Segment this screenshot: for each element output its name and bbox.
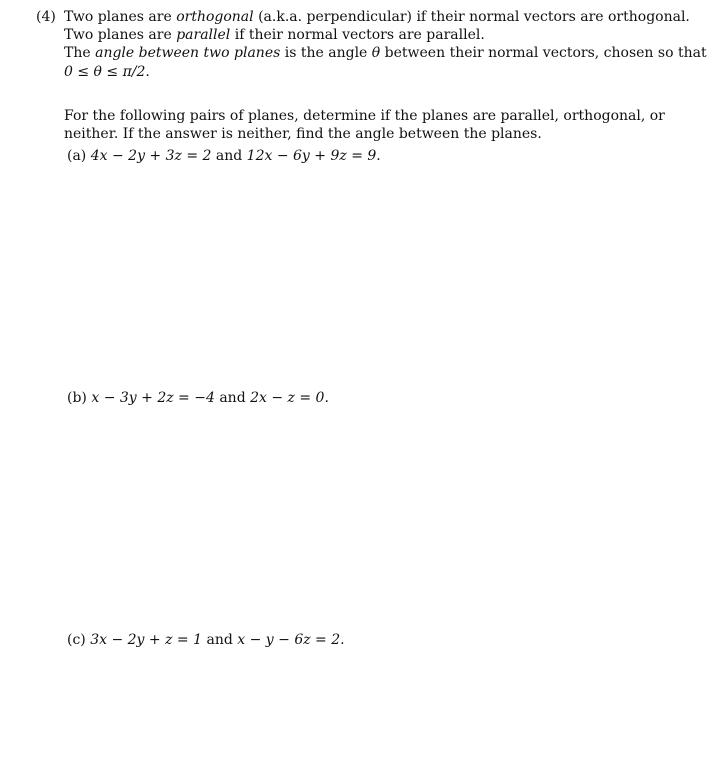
part-c-equation-1: 3x − 2y + z = 1 bbox=[90, 632, 203, 648]
part-c-equation-2: x − y − 6z = 2. bbox=[237, 632, 345, 648]
theta-symbol: θ bbox=[371, 45, 381, 61]
term-parallel: parallel bbox=[176, 27, 231, 43]
part-a-equation-1: 4x − 2y + 3z = 2 bbox=[90, 148, 212, 164]
part-c bbox=[67, 631, 345, 649]
term-orthogonal: orthogonal bbox=[176, 9, 254, 25]
part-b-label: (b) bbox=[67, 390, 87, 406]
part-c-label: (c) bbox=[67, 632, 86, 648]
problem-number: (4) bbox=[36, 9, 56, 25]
part-b-equation-2: 2x − z = 0. bbox=[250, 390, 329, 406]
def-parallel-pre: Two planes are bbox=[64, 27, 177, 43]
part-b-conjunction: and bbox=[219, 390, 246, 406]
part-a-label: (a) bbox=[67, 148, 87, 164]
definition-parallel bbox=[64, 26, 485, 44]
angle-range: 0 ≤ θ ≤ π/2. bbox=[64, 64, 150, 80]
instructions-line-1: For the following pairs of planes, determine if the planes are parallel, orthogonal, or bbox=[64, 108, 665, 124]
definition-orthogonal bbox=[64, 8, 690, 26]
part-c-conjunction: and bbox=[206, 632, 233, 648]
part-b-equation-1: x − 3y + 2z = −4 bbox=[91, 390, 215, 406]
def-orthogonal-pre: Two planes are bbox=[64, 9, 177, 25]
def-angle-mid: is the angle bbox=[280, 45, 372, 61]
part-a bbox=[67, 147, 381, 165]
instructions-line-2: neither. If the answer is neither, find the angle between the planes. bbox=[64, 126, 542, 142]
def-parallel-post: if their normal vectors are parallel. bbox=[230, 27, 485, 43]
term-angle-between-planes: angle between two planes bbox=[95, 45, 281, 61]
part-b bbox=[67, 389, 329, 407]
def-orthogonal-post: (a.k.a. perpendicular) if their normal vectors are orthogonal. bbox=[253, 9, 690, 25]
def-angle-post: between their normal vectors, chosen so that bbox=[380, 45, 707, 61]
def-angle-pre: The bbox=[64, 45, 96, 61]
part-a-equation-2: 12x − 6y + 9z = 9. bbox=[246, 148, 381, 164]
definition-angle bbox=[64, 44, 707, 62]
part-a-conjunction: and bbox=[215, 148, 243, 164]
